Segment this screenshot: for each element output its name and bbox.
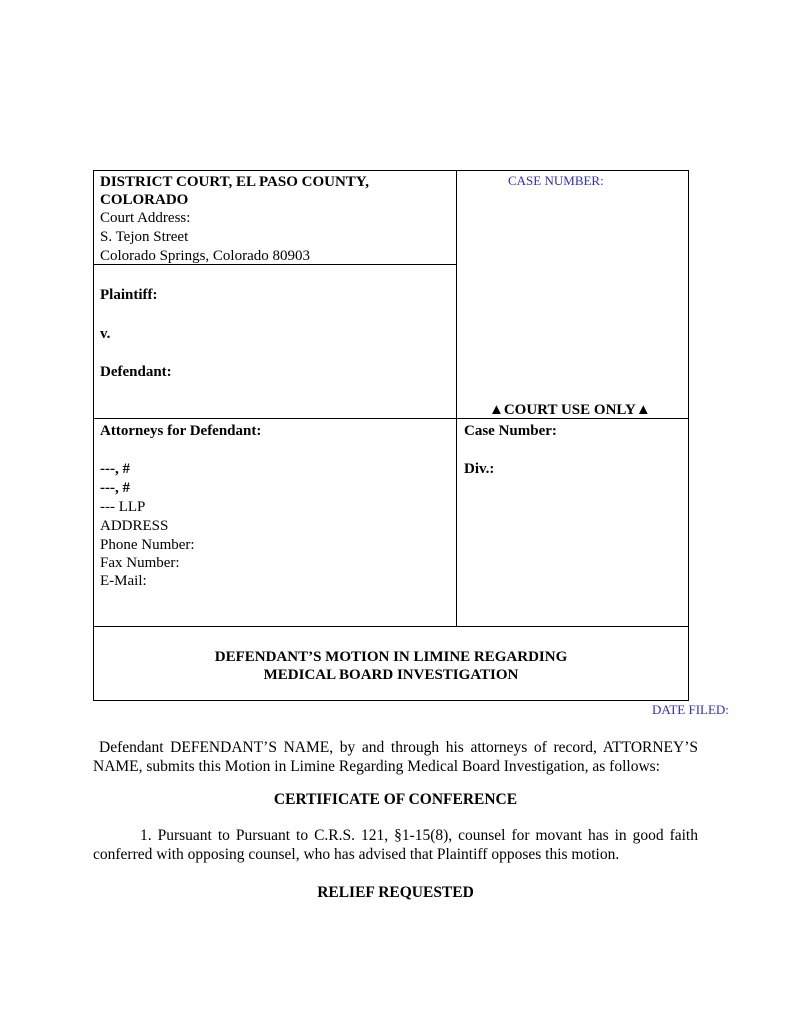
division-label: Div.: xyxy=(464,461,495,477)
motion-title-line1: DEFENDANT’S MOTION IN LIMINE REGARDING xyxy=(214,649,568,665)
motion-title-line2: MEDICAL BOARD INVESTIGATION xyxy=(263,667,519,683)
law-firm: --- LLP xyxy=(100,499,146,515)
court-address-label: Court Address: xyxy=(100,210,191,226)
caption-border-left xyxy=(93,170,94,701)
attorney-section-divider xyxy=(93,626,689,627)
case-number-form-field[interactable]: CASE NUMBER: xyxy=(508,173,604,188)
court-name-line2: COLORADO xyxy=(100,192,189,208)
intro-paragraph: Defendant DEFENDANT’S NAME, by and through his attorneys of record, ATTORNEY’S NAME, submits this Motion in Limine Regarding Medical Board Investigation, as follows: xyxy=(93,739,698,775)
firm-address: ADDRESS xyxy=(100,518,169,534)
attorney-line-2: ---, # xyxy=(100,480,130,496)
attorney-line-1: ---, # xyxy=(100,461,130,477)
email-label: E-Mail: xyxy=(100,573,147,589)
caption-border-top xyxy=(93,170,689,171)
date-filed-form-field[interactable]: DATE FILED: xyxy=(652,702,729,717)
caption-column-divider xyxy=(456,170,457,627)
attorneys-heading: Attorneys for Defendant: xyxy=(100,423,262,439)
court-name-line1: DISTRICT COURT, EL PASO COUNTY, xyxy=(100,174,369,190)
relief-requested-heading: RELIEF REQUESTED xyxy=(317,884,474,901)
court-city: Colorado Springs, Colorado 80903 xyxy=(100,248,310,264)
paragraph-1: 1. Pursuant to Pursuant to C.R.S. 121, §1-15(8), counsel for movant has in good faith conferred with opposing counsel, who has advised that Plaintiff opposes this motion. xyxy=(93,827,698,863)
fax-number-label: Fax Number: xyxy=(100,555,180,571)
court-street: S. Tejon Street xyxy=(100,229,189,245)
versus-label: v. xyxy=(100,326,111,342)
plaintiff-label: Plaintiff: xyxy=(100,287,158,303)
phone-number-label: Phone Number: xyxy=(100,537,195,553)
caption-border-bottom xyxy=(93,700,689,701)
case-number-label: Case Number: xyxy=(464,423,557,439)
certificate-of-conference-heading: CERTIFICATE OF CONFERENCE xyxy=(273,791,518,808)
defendant-label: Defendant: xyxy=(100,364,172,380)
court-use-only-label: ▲COURT USE ONLY▲ xyxy=(489,402,651,418)
caption-border-right xyxy=(688,170,689,701)
